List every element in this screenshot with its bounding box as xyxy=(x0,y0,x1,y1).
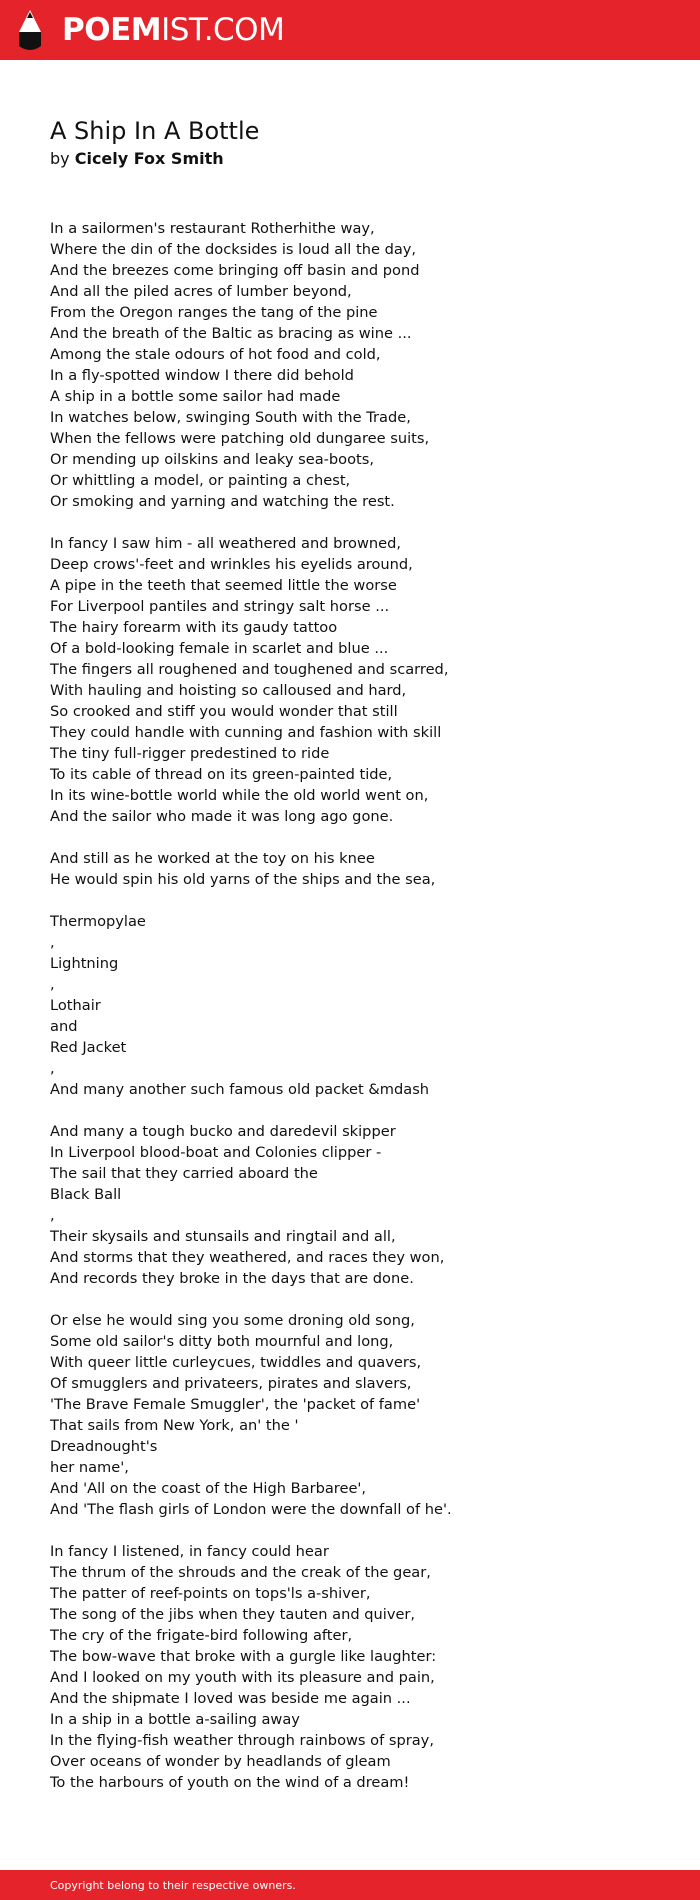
poem-line: Where the din of the docksides is loud all the day, xyxy=(50,241,417,258)
poem-line: and xyxy=(50,1018,78,1035)
poem-line: The sail that they carried aboard the xyxy=(50,1165,318,1182)
poem-line: Or smoking and yarning and watching the rest. xyxy=(50,493,395,510)
poem-line: So crooked and stiff you would wonder that still xyxy=(50,703,398,720)
poem-line: The hairy forearm with its gaudy tattoo xyxy=(50,619,338,636)
poem-line: The fingers all roughened and toughened and scarred, xyxy=(50,661,449,678)
stanza-break xyxy=(50,1100,452,1121)
poem-line: And storms that they weathered, and races they won, xyxy=(50,1249,445,1266)
by-prefix: by xyxy=(50,149,70,168)
poem-line: Among the stale odours of hot food and cold, xyxy=(50,346,381,363)
logo-rest-text: IST.COM xyxy=(161,12,285,48)
poem-line: Of smugglers and privateers, pirates and slavers, xyxy=(50,1375,412,1392)
poem-line: And 'All on the coast of the High Barbaree', xyxy=(50,1480,367,1497)
poem-line: They could handle with cunning and fashion with skill xyxy=(50,724,442,741)
poem-line: The tiny full-rigger predestined to ride xyxy=(50,745,330,762)
poem-line: And the breezes come bringing off basin and pond xyxy=(50,262,420,279)
poem-line: Red Jacket xyxy=(50,1039,127,1056)
site-header xyxy=(0,0,700,60)
poem-line: Or mending up oilskins and leaky sea-boots, xyxy=(50,451,374,468)
poem-line: Black Ball xyxy=(50,1186,122,1203)
poem-line: In watches below, swinging South with the Trade, xyxy=(50,409,411,426)
copyright-text: Copyright belong to their respective owners. xyxy=(50,1879,296,1892)
poem-line: And many a tough bucko and daredevil skipper xyxy=(50,1123,396,1140)
poem-line: With queer little curleycues, twiddles and quavers, xyxy=(50,1354,422,1371)
poem-line: In a sailormen's restaurant Rotherhithe way, xyxy=(50,220,375,237)
site-footer xyxy=(0,1870,700,1900)
poem-line: In the flying-fish weather through rainbows of spray, xyxy=(50,1732,434,1749)
poem-line: To its cable of thread on its green-painted tide, xyxy=(50,766,393,783)
poem-line: And the breath of the Baltic as bracing as wine ... xyxy=(50,325,412,342)
poem-line: And still as he worked at the toy on his knee xyxy=(50,850,375,867)
poem-line: And records they broke in the days that are done. xyxy=(50,1270,414,1287)
stanza xyxy=(50,911,452,1100)
poem-line: Some old sailor's ditty both mournful and long, xyxy=(50,1333,394,1350)
poem-title: A Ship In A Bottle xyxy=(50,117,260,145)
poem-line: And many another such famous old packet &mdash xyxy=(50,1081,430,1098)
stanza xyxy=(50,1541,452,1793)
poem-line: Thermopylae xyxy=(50,913,146,930)
stanza-break xyxy=(50,512,452,533)
poem-body xyxy=(50,218,452,1793)
poem-line: Or whittling a model, or painting a chest, xyxy=(50,472,351,489)
author-name: Cicely Fox Smith xyxy=(74,149,224,168)
poem-line: To the harbours of youth on the wind of a dream! xyxy=(50,1774,410,1791)
poem-line: And all the piled acres of lumber beyond, xyxy=(50,283,352,300)
poem-line: And the shipmate I loved was beside me again ... xyxy=(50,1690,411,1707)
logo-bold-text: POEM xyxy=(62,12,162,48)
poem-line: Lothair xyxy=(50,997,101,1014)
stanza xyxy=(50,1121,452,1289)
poem-line: Or else he would sing you some droning old song, xyxy=(50,1312,415,1329)
poem-line: In a ship in a bottle a-sailing away xyxy=(50,1711,300,1728)
poem-line: 'The Brave Female Smuggler', the 'packet of fame' xyxy=(50,1396,421,1413)
stanza xyxy=(50,1310,452,1520)
stanza-break xyxy=(50,1520,452,1541)
pencil-logo-icon[interactable] xyxy=(17,10,43,52)
poem-line: In fancy I saw him - all weathered and browned, xyxy=(50,535,402,552)
poem-line: The cry of the frigate-bird following after, xyxy=(50,1627,353,1644)
poem-line: When the fellows were patching old dungaree suits, xyxy=(50,430,430,447)
poem-line: The bow-wave that broke with a gurgle like laughter: xyxy=(50,1648,437,1665)
poem-line: her name', xyxy=(50,1459,129,1476)
poem-line: In its wine-bottle world while the old world went on, xyxy=(50,787,429,804)
poem-line: And 'The flash girls of London were the downfall of he'. xyxy=(50,1501,452,1518)
poem-line: The song of the jibs when they tauten and quiver, xyxy=(50,1606,416,1623)
byline xyxy=(50,148,224,170)
stanza xyxy=(50,848,452,890)
poem-line: , xyxy=(50,976,55,993)
poem-line: That sails from New York, an' the ' xyxy=(50,1417,299,1434)
poem-line: Over oceans of wonder by headlands of gleam xyxy=(50,1753,391,1770)
stanza-break xyxy=(50,1289,452,1310)
poem-line: Their skysails and stunsails and ringtail and all, xyxy=(50,1228,396,1245)
poem-line: Deep crows'-feet and wrinkles his eyelids around, xyxy=(50,556,413,573)
poem-line: And the sailor who made it was long ago gone. xyxy=(50,808,394,825)
poem-line: Lightning xyxy=(50,955,119,972)
poem-line: He would spin his old yarns of the ships and the sea, xyxy=(50,871,436,888)
poem-line: In a fly-spotted window I there did behold xyxy=(50,367,354,384)
poem-line: , xyxy=(50,1060,55,1077)
poem-line: In fancy I listened, in fancy could hear xyxy=(50,1543,329,1560)
poem-line: And I looked on my youth with its pleasure and pain, xyxy=(50,1669,435,1686)
stanza xyxy=(50,533,452,827)
poem-line: For Liverpool pantiles and stringy salt horse ... xyxy=(50,598,390,615)
poem-line: In Liverpool blood-boat and Colonies clipper - xyxy=(50,1144,382,1161)
stanza xyxy=(50,218,452,512)
poem-line: , xyxy=(50,1207,55,1224)
poem-line: A ship in a bottle some sailor had made xyxy=(50,388,341,405)
poem-line: Dreadnought's xyxy=(50,1438,158,1455)
poem-line: The patter of reef-points on tops'ls a-shiver, xyxy=(50,1585,371,1602)
poem-line: With hauling and hoisting so calloused and hard, xyxy=(50,682,407,699)
stanza-break xyxy=(50,827,452,848)
stanza-break xyxy=(50,890,452,911)
poem-line: The thrum of the shrouds and the creak of the gear, xyxy=(50,1564,431,1581)
site-logo[interactable] xyxy=(62,12,284,48)
poem-line: A pipe in the teeth that seemed little the worse xyxy=(50,577,397,594)
poem-line: Of a bold-looking female in scarlet and blue ... xyxy=(50,640,389,657)
poem-line: , xyxy=(50,934,55,951)
poem-line: From the Oregon ranges the tang of the pine xyxy=(50,304,378,321)
